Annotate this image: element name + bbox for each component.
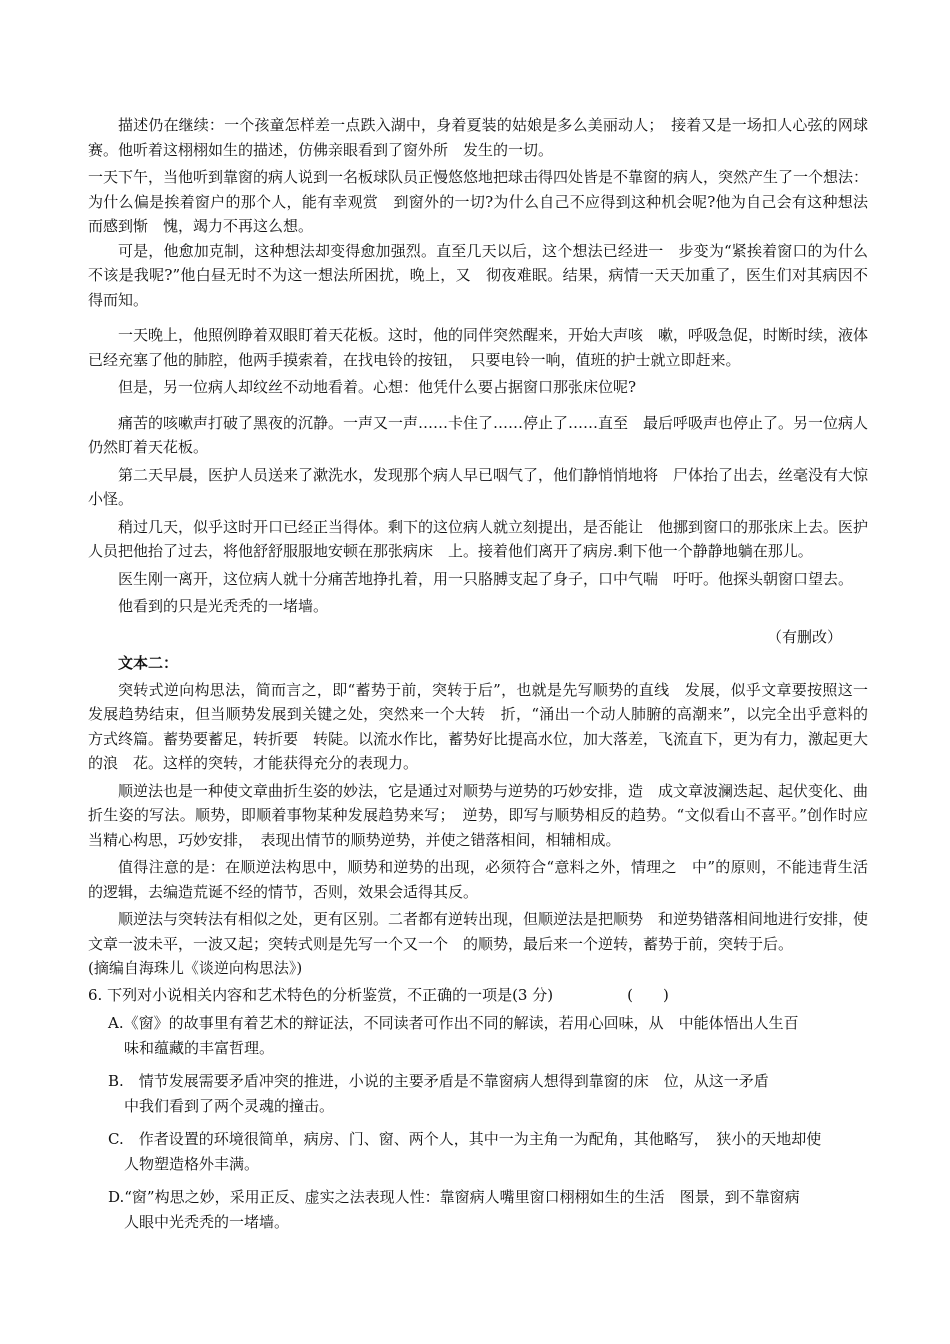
answer-blank[interactable]: ( ): [627, 985, 669, 1004]
text-one-paragraph-2: 一天下午，当他听到靠窗的病人说到一名板球队员正慢悠悠地把球击得四处皆是不靠窗的病人，突然产生了一个想法：为什么偏是挨着窗户的那个人，能有幸观赏 到窗外的一切?为什么自己不应得到这种机会呢?他为自己会有这种想法而感到惭 愧，竭力不再这么想。: [88, 168, 869, 235]
text-one-paragraph-1: 描述仍在继续：一个孩童怎样差一点跌入湖中，身着夏装的姑娘是多么美丽动人； 接着又是一场扣人心弦的网球赛。他听着这栩栩如生的描述，仿佛亲眼看到了窗外所 发生的一切。: [88, 116, 868, 159]
text-one-paragraph-5: 但是，另一位病人却纹丝不动地看着。心想：他凭什么要占据窗口那张床位呢?: [118, 378, 637, 396]
option-c-line-2: 人物塑造格外丰满。: [124, 1154, 260, 1173]
text-two-paragraph-4: 顺逆法与突转法有相似之处，更有区别。二者都有逆转出现，但顺逆法是把顺势 和逆势错落相间地进行安排，使文章一波未平，一波又起；突转式则是先写一个又一个 的顺势，最后来一个逆转，蓄势于前，突转于后。: [88, 910, 869, 953]
text-two-paragraph-2: 顺逆法也是一种使文章曲折生姿的妙法，它是通过对顺势与逆势的巧妙安排，造 成文章波澜迭起、起伏变化、曲折生姿的写法。顺势，即顺着事物某种发展趋势来写； 逆势，即写与顺势相反的趋势。“文似看山不喜平。”创作时应当精心构思，巧妙安排， 表现出情节的顺势逆势，并使之错落相间，相辅相成。: [88, 781, 869, 849]
text-one-paragraph-7: 第二天早晨，医护人员送来了漱洗水，发现那个病人早已咽气了，他们静悄悄地将 尸体抬了出去，丝毫没有大惊小怪。: [88, 465, 869, 508]
text-two-attribution: (摘编自海珠儿《谈逆向构思法》): [88, 959, 303, 977]
option-c[interactable]: [88, 1127, 868, 1176]
option-d-line-2: 人眼中光秃秃的一堵墙。: [124, 1212, 290, 1231]
text-two-paragraph-1: 突转式逆向构思法，简而言之，即“蓄势于前，突转于后”，也就是先写顺势的直线 发展，似乎文章要按照这一发展趋势结束，但当顺势发展到关键之处，突然来一个大转 折，“涌出一个动人肺腑的高潮来”，以完全出乎意料的方式终篇。蓄势要蓄足，转折要 转陡。以流水作比，蓄势好比提高水位，加大落差，飞流直下，更为有力，激起更大的浪 花。这样的突转，才能获得充分的表现力。: [88, 680, 869, 772]
question-6-text: 6. 下列对小说相关内容和艺术特色的分析鉴赏，不正确的一项是(3 分): [88, 985, 554, 1004]
option-c-line-1: C. 作者设置的环境很简单，病房、门、窗、两个人，其中一为主角一为配角，其他略写， 狭小的天地却使: [108, 1130, 822, 1148]
text-one-paragraph-3: 可是，他愈加克制，这种想法却变得愈加强烈。直至几天以后，这个想法已经进一 步变为“紧挨着窗口的为什么不该是我呢?”他白昼无时不为这一想法所困扰，晚上，又 彻夜难眠。结果，病情一天天加重了，医生们对其病因不得而知。: [88, 241, 868, 309]
option-d[interactable]: [88, 1185, 868, 1234]
option-a-line-1: A.《窗》的故事里有着艺术的辩证法，不同读者可作出不同的解读，若用心回味，从 中能体悟出人生百: [108, 1014, 799, 1032]
option-a-line-2: 味和蕴藏的丰富哲理。: [124, 1038, 275, 1057]
spacer: [88, 315, 868, 323]
text-one-paragraph-8: 稍过几天，似乎这时开口已经正当得体。剩下的这位病人就立刻提出，是否能让 他挪到窗口的那张床上去。医护人员把他抬了过去，将他舒舒服服地安顿在那张病床 上。接着他们离开了病房.剩下他一个静静地躺在那儿。: [88, 517, 869, 560]
option-b[interactable]: [88, 1069, 868, 1118]
source-note: （有删改）: [766, 627, 842, 646]
spacer: [88, 403, 868, 411]
text-two-heading: 文本二：: [118, 654, 179, 672]
text-one-paragraph-4: 一天晚上，他照例睁着双眼盯着天花板。这时，他的同伴突然醒来，开始大声咳 嗽，呼吸急促，时断时续，液体已经充塞了他的肺腔，他两手摸索着，在找电铃的按钮， 只要电铃一响，值班的护士就立即赶来。: [88, 326, 869, 369]
option-a[interactable]: [88, 1011, 868, 1060]
question-6-stem: [88, 983, 868, 1008]
option-b-line-1: B. 情节发展需要矛盾冲突的推进，小说的主要矛盾是不靠窗病人想得到靠窗的床 位，从这一矛盾: [108, 1072, 769, 1090]
option-d-line-1: D.“窗”构思之妙，采用正反、虚实之法表现人性：靠窗病人嘴里窗口栩栩如生的生活 图景，到不靠窗病: [108, 1188, 800, 1206]
text-two-paragraph-3: 值得注意的是：在顺逆法构思中，顺势和逆势的出现，必须符合“意料之外，情理之 中”的原则，不能违背生活的逻辑，去编造荒诞不经的情节，否则，效果会适得其反。: [88, 858, 868, 901]
exam-page: [88, 113, 868, 1243]
text-one-paragraph-6: 痛苦的咳嗽声打破了黑夜的沉静。一声又一声……卡住了……停止了……直至 最后呼吸声也停止了。另一位病人仍然盯着天花板。: [88, 413, 869, 456]
option-b-line-2: 中我们看到了两个灵魂的撞击。: [124, 1096, 335, 1115]
text-one-paragraph-10: 他看到的只是光秃秃的一堵墙。: [118, 597, 329, 615]
text-one-paragraph-9: 医生刚一离开，这位病人就十分痛苦地挣扎着，用一只胳膊支起了身子，口中气喘 吁吁。他探头朝窗口望去。: [118, 569, 854, 588]
